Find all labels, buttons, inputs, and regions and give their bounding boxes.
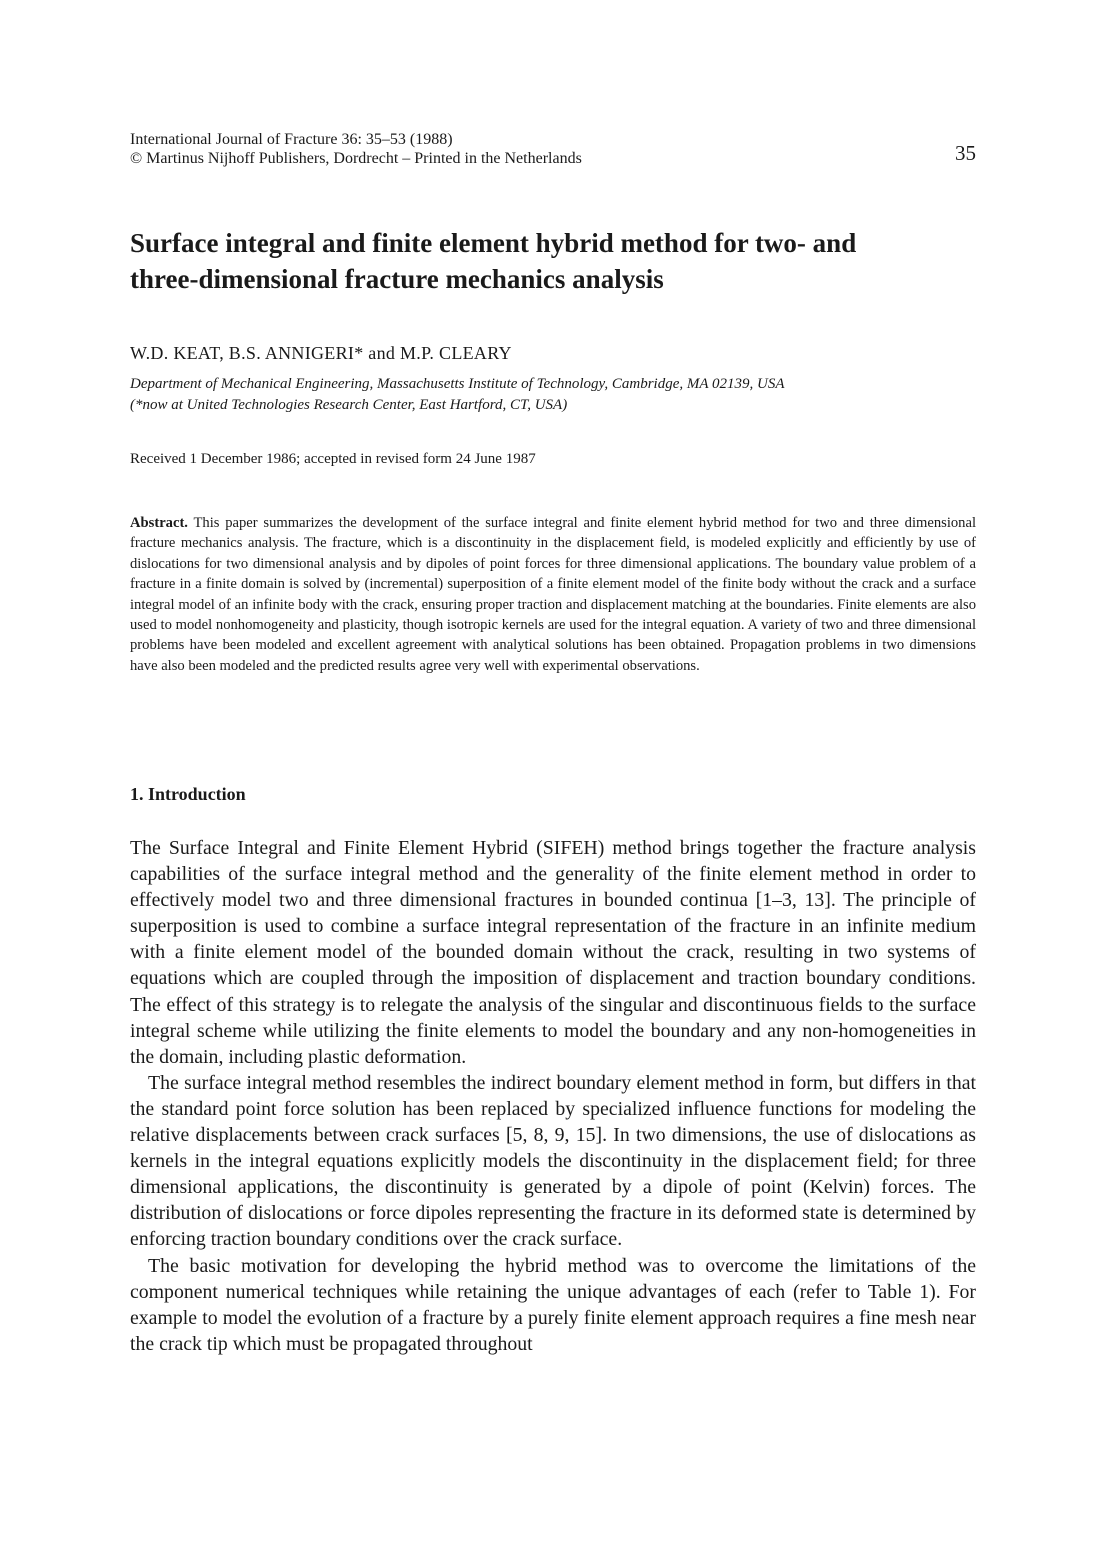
abstract-label: Abstract. [130, 515, 188, 531]
page-number: 35 [955, 141, 976, 165]
introduction-body [130, 835, 976, 1357]
affiliation [130, 374, 976, 416]
received-dates: Received 1 December 1986; accepted in revised form 24 June 1987 [130, 451, 536, 467]
running-header [130, 130, 976, 168]
title-line-2: three-dimensional fracture mechanics analysis [130, 264, 664, 294]
abstract-text: This paper summarizes the development of the surface integral and finite element hybrid method for two and three dimensional fracture mechanics analysis. The fracture, which is a discontinuity in the displacement field, is modeled explicitly and efficiently by use of dislocations for two dimensional analysis and by dipoles of point forces for three dimensional applications. The boundary value problem of a fracture in a finite domain is solved by (incremental) superposition of a finite element model of the finite body without the crack and a surface integral model of an infinite body with the crack, ensuring proper traction and displacement matching at the boundaries. Finite elements are also used to model nonhomogeneity and plasticity, though isotropic kernels are used for the integral equation. A variety of two and three dimensional problems have been modeled and excellent agreement with analytical solutions has been obtained. Propagation problems in two dimensions have also been modeled and the predicted results agree very well with experimental observations. [130, 515, 976, 674]
abstract [130, 513, 976, 676]
paragraph: The Surface Integral and Finite Element Hybrid (SIFEH) method brings together the fracture analysis capabilities of the surface integral method and the generality of the finite element method in order to effectively model two and three dimensional fractures in bounded continua [1–3, 13]. The principle of superposition is used to combine a surface integral representation of the fracture in an infinite medium with a finite element model of the bounded domain without the crack, resulting in two systems of equations which are coupled through the imposition of displacement and traction boundary conditions. The effect of this strategy is to relegate the analysis of the singular and discontinuous fields to the surface integral scheme while utilizing the finite elements to model the boundary and any non-homogeneities in the domain, including plastic deformation. [130, 837, 976, 1068]
journal-citation: International Journal of Fracture 36: 35–53 (1988) [130, 131, 453, 148]
affiliation-secondary: (*now at United Technologies Research Center, East Hartford, CT, USA) [130, 397, 568, 413]
paper-page [130, 0, 976, 1546]
title-line-1: Surface integral and finite element hybrid method for two- and [130, 228, 857, 258]
section-heading-introduction: 1. Introduction [130, 784, 246, 804]
paper-title [130, 225, 976, 297]
publisher-line: © Martinus Nijhoff Publishers, Dordrecht – Printed in the Netherlands [130, 150, 582, 167]
affiliation-primary: Department of Mechanical Engineering, Massachusetts Institute of Technology, Cambridge, MA 02139, USA [130, 376, 785, 392]
author-list: W.D. KEAT, B.S. ANNIGERI* and M.P. CLEARY [130, 343, 512, 363]
paragraph: The surface integral method resembles the indirect boundary element method in form, but differs in that the standard point force solution has been replaced by specialized influence functions for modeling the relative displacements between crack surfaces [5, 8, 9, 15]. In two dimensions, the use of dislocations as kernels in the integral equations explicitly models the discontinuity in the displacement field; for three dimensional applications, the discontinuity is generated by a dipole of point (Kelvin) forces. The distribution of dislocations or force dipoles representing the fracture in its deformed state is determined by enforcing traction boundary conditions over the crack surface. [130, 1071, 976, 1251]
paragraph: The basic motivation for developing the hybrid method was to overcome the limitations of the component numerical techniques while retaining the unique advantages of each (refer to Table 1). For example to model the evolution of a fracture by a purely finite element approach requires a fine mesh near the crack tip which must be propagated throughout [130, 1254, 976, 1355]
